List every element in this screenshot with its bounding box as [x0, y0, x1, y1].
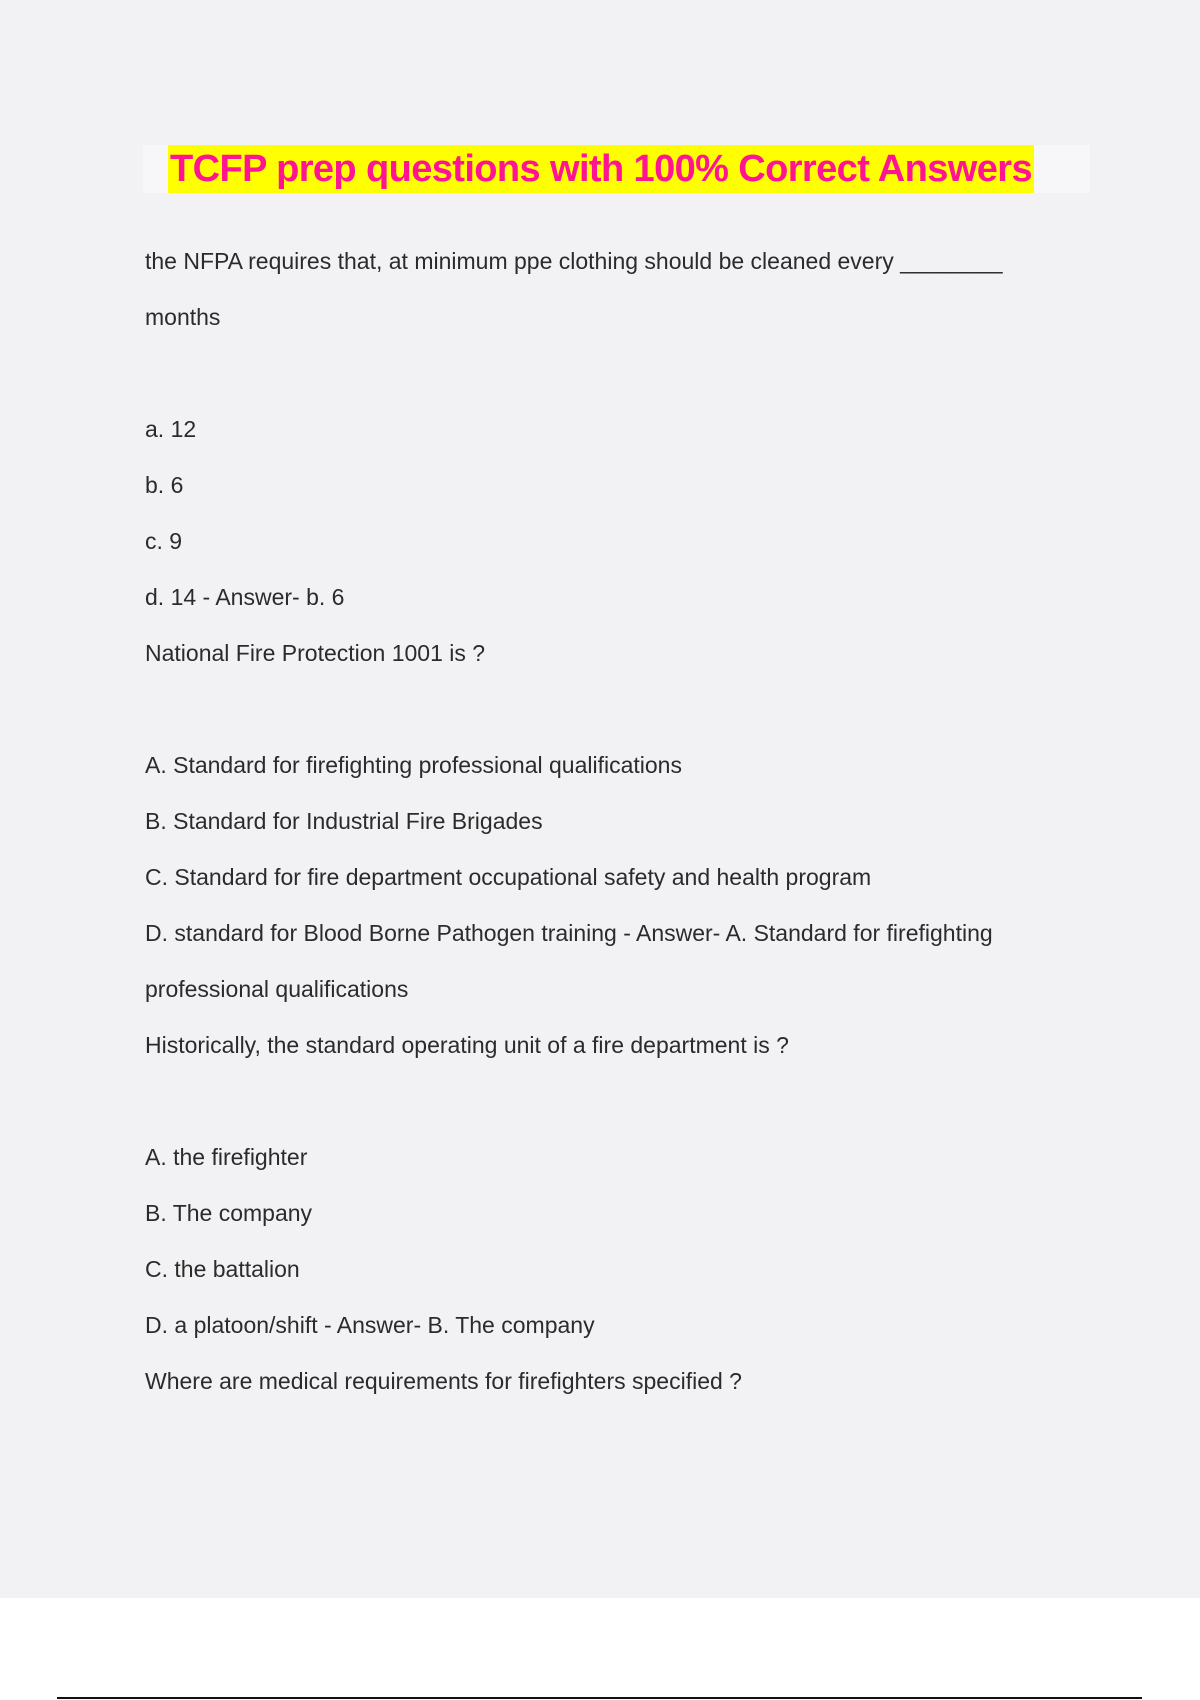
- footer-divider: [57, 1697, 1142, 1699]
- question-2-option-a: A. Standard for firefighting professional qualifications: [145, 752, 682, 778]
- question-4-text: Where are medical requirements for firefighters specified ?: [145, 1368, 742, 1394]
- question-1-text-continued: months: [145, 304, 221, 330]
- question-1-option-c: c. 9: [145, 528, 183, 554]
- question-3-option-b: B. The company: [145, 1200, 313, 1226]
- question-2-option-d-answer: D. standard for Blood Borne Pathogen training - Answer- A. Standard for firefighting: [145, 920, 993, 946]
- question-1-text: the NFPA requires that, at minimum ppe clothing should be cleaned every ________: [145, 248, 1003, 274]
- question-3-option-c: C. the battalion: [145, 1256, 300, 1282]
- question-3-option-d-answer: D. a platoon/shift - Answer- B. The company: [145, 1312, 595, 1338]
- question-2-text: National Fire Protection 1001 is ?: [145, 640, 486, 666]
- question-3-option-a: A. the firefighter: [145, 1144, 308, 1170]
- document-body: [145, 233, 1065, 1409]
- spacer: [145, 681, 1065, 737]
- question-2-answer-continued: professional qualifications: [145, 976, 409, 1002]
- question-1-option-a: a. 12: [145, 416, 197, 442]
- document-title: TCFP prep questions with 100% Correct Answers: [168, 145, 1034, 193]
- question-1-option-d-answer: d. 14 - Answer- b. 6: [145, 584, 345, 610]
- spacer: [145, 345, 1065, 401]
- spacer: [145, 1073, 1065, 1129]
- question-3-text: Historically, the standard operating unit of a fire department is ?: [145, 1032, 789, 1058]
- question-2-option-b: B. Standard for Industrial Fire Brigades: [145, 808, 543, 834]
- question-2-option-c: C. Standard for fire department occupational safety and health program: [145, 864, 872, 890]
- question-1-option-b: b. 6: [145, 472, 184, 498]
